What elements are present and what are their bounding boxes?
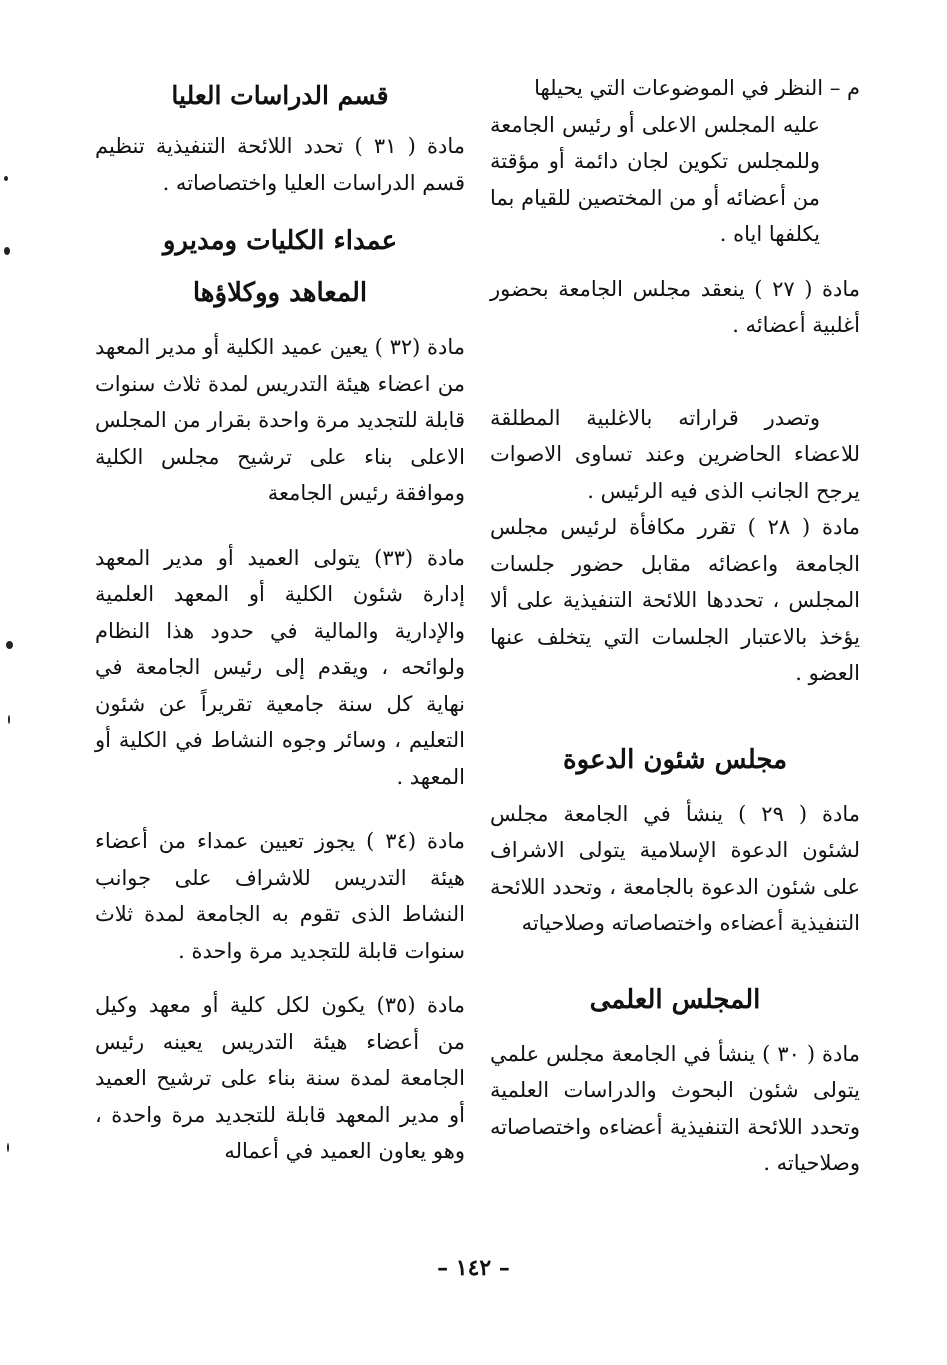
item-m-first-line: م – النظر في الموضوعات التي يحيلها [534, 76, 860, 100]
margin-speck [4, 247, 10, 255]
section-heading-scientific-council: المجلس العلمى [589, 984, 761, 1015]
article-30: مادة ( ٣٠ ) ينشأ في الجامعة مجلس علمي يتولى شئون البحوث والدراسات العلمية وتحدد اللائحة التنفيذية أعضاءه واختصاصاته وصلاحياته . [490, 1041, 860, 1175]
article-29: مادة ( ٢٩ ) ينشأ في الجامعة مجلس لشئون الدعوة الإسلامية يتولى الاشراف على شئون الدعوة بالجامعة ، وتحدد اللائحة التنفيذية أعضاءه واختصاصاته وصلاحياته [490, 801, 861, 935]
margin-speck [7, 1143, 9, 1152]
margin-speck [4, 176, 8, 181]
article-35: مادة (٣٥) يكون لكل كلية أو معهد وكيل من أعضاء هيئة التدريس يعينه رئيس الجامعة لمدة سنة بناء على ترشيح العميد أو مدير المعهد قابلة للتجديد مرة واحدة ، وهو يعاون العميد في أعماله [95, 993, 465, 1163]
article-27: مادة ( ٢٧ ) ينعقد مجلس الجامعة بحضور أغلبية أعضائه . [490, 276, 860, 337]
margin-speck [8, 715, 10, 724]
item-m-continuation: عليه المجلس الاعلى أو رئيس الجامعة وللمجلس تكوين لجان دائمة أو مؤقتة من أعضائه أو من المختصين للقيام بما يكلفها اياه . [490, 112, 820, 246]
left-column [95, 70, 465, 1170]
article-31: مادة ( ٣١ ) تحدد اللائحة التنفيذية تنظيم قسم الدراسات العليا واختصاصاته . [95, 134, 466, 195]
section-heading-postgraduate: قسم الدراسات العليا [171, 81, 389, 110]
article-28: مادة ( ٢٨ ) تقرر مكافأة لرئيس مجلس الجامعة واعضائه مقابل حضور جلسات المجلس ، تحددها اللائحة التنفيذية على ألا يؤخذ بالاعتبار الجلسات التي يتخلف عنها العضو . [490, 515, 861, 685]
article-33: مادة (٣٣) يتولى العميد أو مدير المعهد إدارة شئون الكلية أو المعهد العلمية والإدارية والمالية في حدود هذا النظام ولوائحه ، ويقدم إلى رئيس الجامعة في نهاية كل سنة جامعية تقريراً عن شئون التعليم ، وسائر وجوه النشاط في الكلية أو المعهد . [95, 545, 465, 789]
article-34: مادة (٣٤ ) يجوز تعيين عمداء من أعضاء هيئة التدريس للاشراف على جوانب النشاط الذى تقوم به الجامعة لمدة ثلاث سنوات قابلة للتجديد مرة واحدة . [95, 829, 465, 963]
article-27-decisions: وتصدر قراراته بالاغلبية المطلقة للاعضاء الحاضرين وعند تساوى الاصوات يرجح الجانب الذى فيه الرئيس . [490, 405, 860, 503]
page-number: – ١٤٢ – [437, 1255, 510, 1281]
section-heading-deans-line2: المعاهد ووكلاؤها [192, 278, 368, 308]
section-heading-deans-line1: عمداء الكليات ومديرو [162, 226, 398, 256]
margin-speck [6, 641, 13, 649]
right-column [490, 70, 860, 1182]
section-heading-dawa-council: مجلس شئون الدعوة [562, 744, 788, 775]
article-32: مادة (٣٢ ) يعين عميد الكلية أو مدير المعهد من اعضاء هيئة التدريس لمدة ثلاث سنوات قابلة للتجديد مرة واحدة بقرار من المجلس الاعلى بناء على ترشيح مجلس الكلية وموافقة رئيس الجامعة [95, 335, 465, 505]
